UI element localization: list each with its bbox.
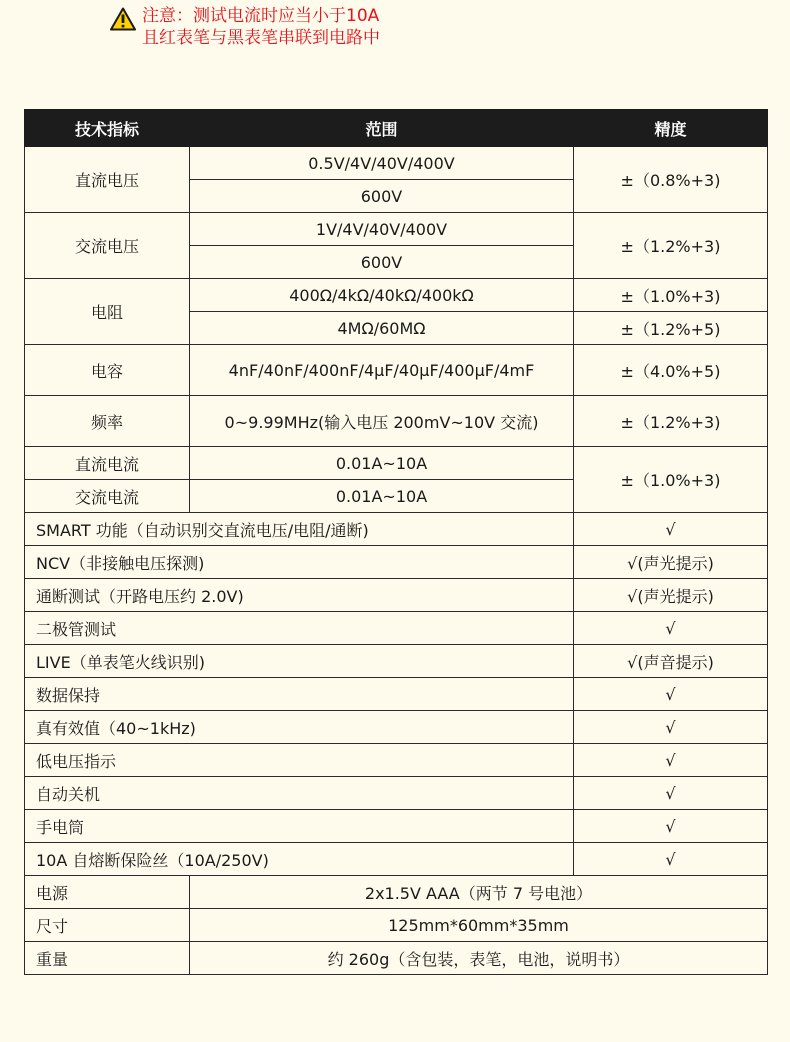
table-row bbox=[25, 279, 768, 312]
current-accuracy: ±（1.0%+3) bbox=[574, 447, 768, 513]
table-row bbox=[25, 345, 768, 396]
header-range: 范围 bbox=[190, 110, 574, 147]
feature-label: 通断测试（开路电压约 2.0V) bbox=[25, 579, 574, 612]
feature-row bbox=[25, 810, 768, 843]
header-accuracy: 精度 bbox=[574, 110, 768, 147]
header-spec: 技术指标 bbox=[25, 110, 190, 147]
resistance-label: 电阻 bbox=[25, 279, 190, 345]
spec-value: 2x1.5V AAA（两节 7 号电池） bbox=[190, 876, 768, 909]
feature-value: √ bbox=[574, 612, 768, 645]
feature-row bbox=[25, 711, 768, 744]
feature-label: 手电筒 bbox=[25, 810, 574, 843]
feature-label: 低电压指示 bbox=[25, 744, 574, 777]
spec-value: 约 260g（含包装，表笔，电池，说明书） bbox=[190, 942, 768, 975]
table-row bbox=[25, 213, 768, 246]
feature-value: √(声光提示) bbox=[574, 546, 768, 579]
capacitance-range: 4nF/40nF/400nF/4μF/40μF/400μF/4mF bbox=[190, 345, 574, 396]
ac-voltage-range-1: 1V/4V/40V/400V bbox=[190, 213, 574, 246]
feature-label: 数据保持 bbox=[25, 678, 574, 711]
feature-label: 真有效值（40~1kHz) bbox=[25, 711, 574, 744]
feature-row bbox=[25, 843, 768, 876]
dc-voltage-range-2: 600V bbox=[190, 180, 574, 213]
spec-row bbox=[25, 876, 768, 909]
warning-notice bbox=[110, 5, 380, 49]
dc-voltage-range-1: 0.5V/4V/40V/400V bbox=[190, 147, 574, 180]
table-row bbox=[25, 447, 768, 480]
frequency-range: 0~9.99MHz(输入电压 200mV~10V 交流) bbox=[190, 396, 574, 447]
capacitance-label: 电容 bbox=[25, 345, 190, 396]
spec-row bbox=[25, 942, 768, 975]
feature-label: 自动关机 bbox=[25, 777, 574, 810]
feature-label: SMART 功能（自动识别交直流电压/电阻/通断) bbox=[25, 513, 574, 546]
resistance-accuracy-1: ±（1.0%+3) bbox=[574, 279, 768, 312]
ac-voltage-label: 交流电压 bbox=[25, 213, 190, 279]
table-header-row bbox=[25, 110, 768, 147]
feature-row bbox=[25, 678, 768, 711]
feature-row bbox=[25, 513, 768, 546]
feature-row bbox=[25, 612, 768, 645]
dc-current-label: 直流电流 bbox=[25, 447, 190, 480]
resistance-range-1: 400Ω/4kΩ/40kΩ/400kΩ bbox=[190, 279, 574, 312]
ac-current-range: 0.01A~10A bbox=[190, 480, 574, 513]
warning-line-1: 注意：测试电流时应当小于10A bbox=[142, 6, 380, 26]
spec-label: 电源 bbox=[25, 876, 190, 909]
spec-value: 125mm*60mm*35mm bbox=[190, 909, 768, 942]
feature-label: NCV（非接触电压探测) bbox=[25, 546, 574, 579]
ac-current-label: 交流电流 bbox=[25, 480, 190, 513]
feature-row bbox=[25, 645, 768, 678]
feature-value: √(声音提示) bbox=[574, 645, 768, 678]
warning-triangle-icon bbox=[110, 7, 136, 31]
feature-label: 二极管测试 bbox=[25, 612, 574, 645]
feature-row bbox=[25, 579, 768, 612]
frequency-label: 频率 bbox=[25, 396, 190, 447]
capacitance-accuracy: ±（4.0%+5) bbox=[574, 345, 768, 396]
warning-line-2: 且红表笔与黑表笔串联到电路中 bbox=[142, 28, 380, 48]
feature-label: 10A 自熔断保险丝（10A/250V) bbox=[25, 843, 574, 876]
resistance-accuracy-2: ±（1.2%+5) bbox=[574, 312, 768, 345]
ac-voltage-accuracy: ±（1.2%+3) bbox=[574, 213, 768, 279]
ac-voltage-range-2: 600V bbox=[190, 246, 574, 279]
feature-value: √ bbox=[574, 843, 768, 876]
feature-row bbox=[25, 777, 768, 810]
feature-value: √ bbox=[574, 777, 768, 810]
spec-label: 重量 bbox=[25, 942, 190, 975]
resistance-range-2: 4MΩ/60MΩ bbox=[190, 312, 574, 345]
feature-value: √ bbox=[574, 810, 768, 843]
spec-row bbox=[25, 909, 768, 942]
table-row bbox=[25, 396, 768, 447]
feature-value: √ bbox=[574, 513, 768, 546]
feature-value: √ bbox=[574, 744, 768, 777]
dc-current-range: 0.01A~10A bbox=[190, 447, 574, 480]
feature-value: √ bbox=[574, 711, 768, 744]
feature-row bbox=[25, 546, 768, 579]
dc-voltage-label: 直流电压 bbox=[25, 147, 190, 213]
table-row bbox=[25, 147, 768, 180]
feature-value: √ bbox=[574, 678, 768, 711]
dc-voltage-accuracy: ±（0.8%+3) bbox=[574, 147, 768, 213]
spec-table bbox=[24, 109, 768, 975]
feature-value: √(声光提示) bbox=[574, 579, 768, 612]
feature-label: LIVE（单表笔火线识别) bbox=[25, 645, 574, 678]
feature-row bbox=[25, 744, 768, 777]
frequency-accuracy: ±（1.2%+3) bbox=[574, 396, 768, 447]
spec-label: 尺寸 bbox=[25, 909, 190, 942]
